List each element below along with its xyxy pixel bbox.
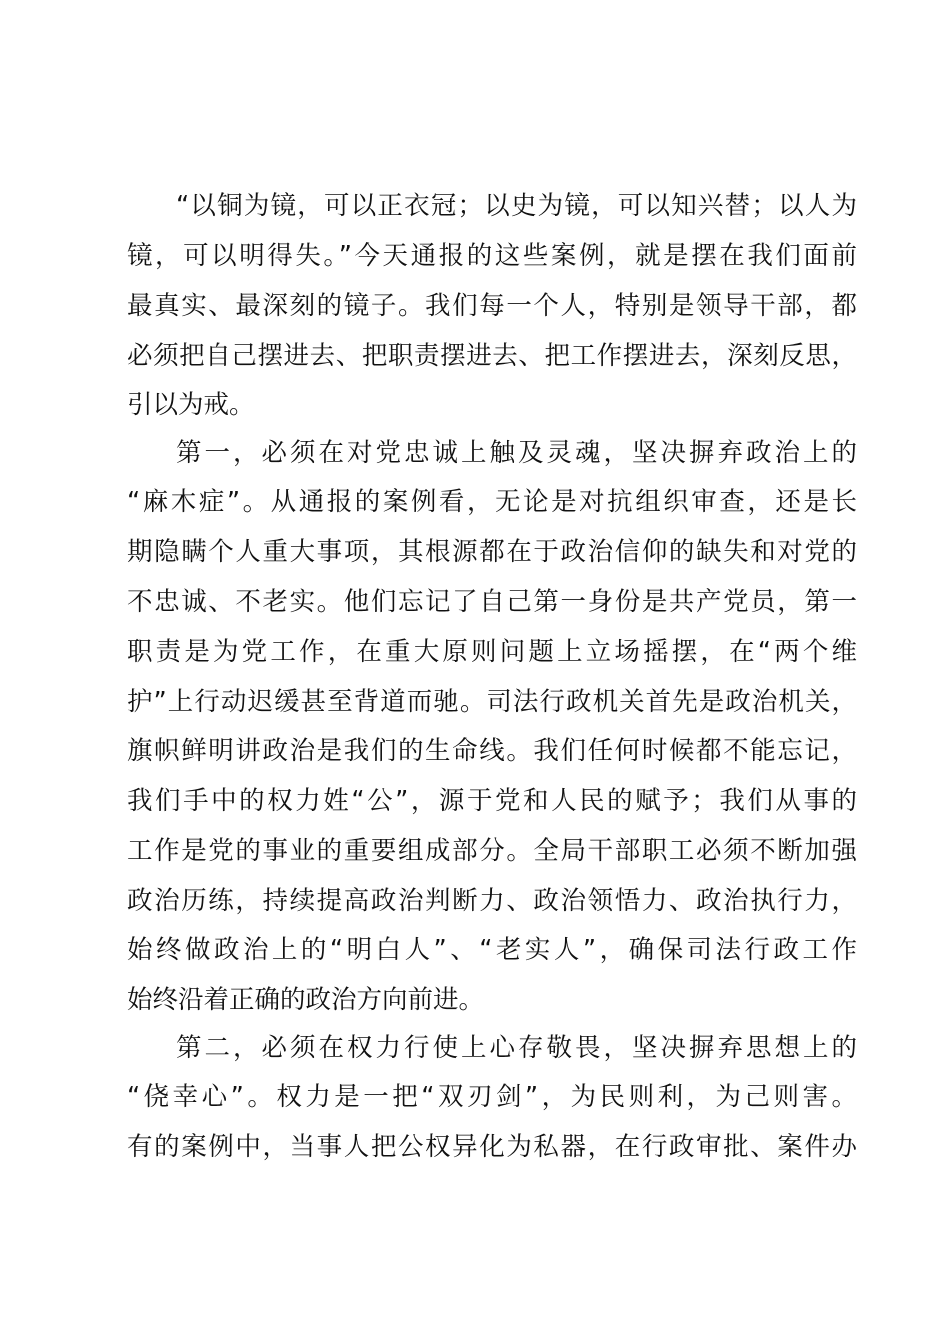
paragraph-2-line-10: 政治历练，持续提高政治判断力、政治领悟力、政治执行力，: [127, 886, 857, 916]
paragraph-1-line-5: 引以为戒。: [127, 390, 255, 420]
paragraph-1-line-3: 最真实、最深刻的镜子。我们每一个人，特别是领导干部，都: [127, 291, 857, 321]
paragraph-2-line-9: 工作是党的事业的重要组成部分。全局干部职工必须不断加强: [127, 836, 857, 866]
paragraph-2-line-8: 我们手中的权力姓“公”，源于党和人民的赋予；我们从事的: [127, 786, 857, 816]
paragraph-2-line-5: 职责是为党工作，在重大原则问题上立场摇摆，在“两个维: [127, 637, 857, 667]
paragraph-3-line-1: 第二，必须在权力行使上心存敬畏，坚决摒弃思想上的: [176, 1033, 857, 1063]
paragraph-1-line-2: 镜，可以明得失。”今天通报的这些案例，就是摆在我们面前: [127, 241, 857, 271]
paragraph-2-line-4: 不忠诚、不老实。他们忘记了自己第一身份是共产党员，第一: [127, 587, 857, 617]
paragraph-3-line-3: 有的案例中，当事人把公权异化为私器，在行政审批、案件办: [127, 1132, 857, 1162]
paragraph-1-line-4: 必须把自己摆进去、把职责摆进去、把工作摆进去，深刻反思，: [127, 341, 857, 371]
paragraph-2-line-3: 期隐瞒个人重大事项，其根源都在于政治信仰的缺失和对党的: [127, 537, 857, 567]
paragraph-2-line-6: 护”上行动迟缓甚至背道而驰。司法行政机关首先是政治机关，: [127, 687, 857, 717]
paragraph-2-line-12: 始终沿着正确的政治方向前进。: [127, 985, 485, 1015]
paragraph-1-line-1: “以铜为镜，可以正衣冠；以史为镜，可以知兴替；以人为: [176, 191, 857, 221]
paragraph-2-line-11: 始终做政治上的“明白人”、“老实人”，确保司法行政工作: [127, 935, 857, 965]
paragraph-3-line-2: “侥幸心”。权力是一把“双刃剑”，为民则利，为己则害。: [127, 1082, 857, 1112]
paragraph-2-line-7: 旗帜鲜明讲政治是我们的生命线。我们任何时候都不能忘记，: [127, 736, 857, 766]
paragraph-2-line-2: “麻木症”。从通报的案例看，无论是对抗组织审查，还是长: [127, 487, 857, 517]
paragraph-2-line-1: 第一，必须在对党忠诚上触及灵魂，坚决摒弃政治上的: [176, 438, 857, 468]
